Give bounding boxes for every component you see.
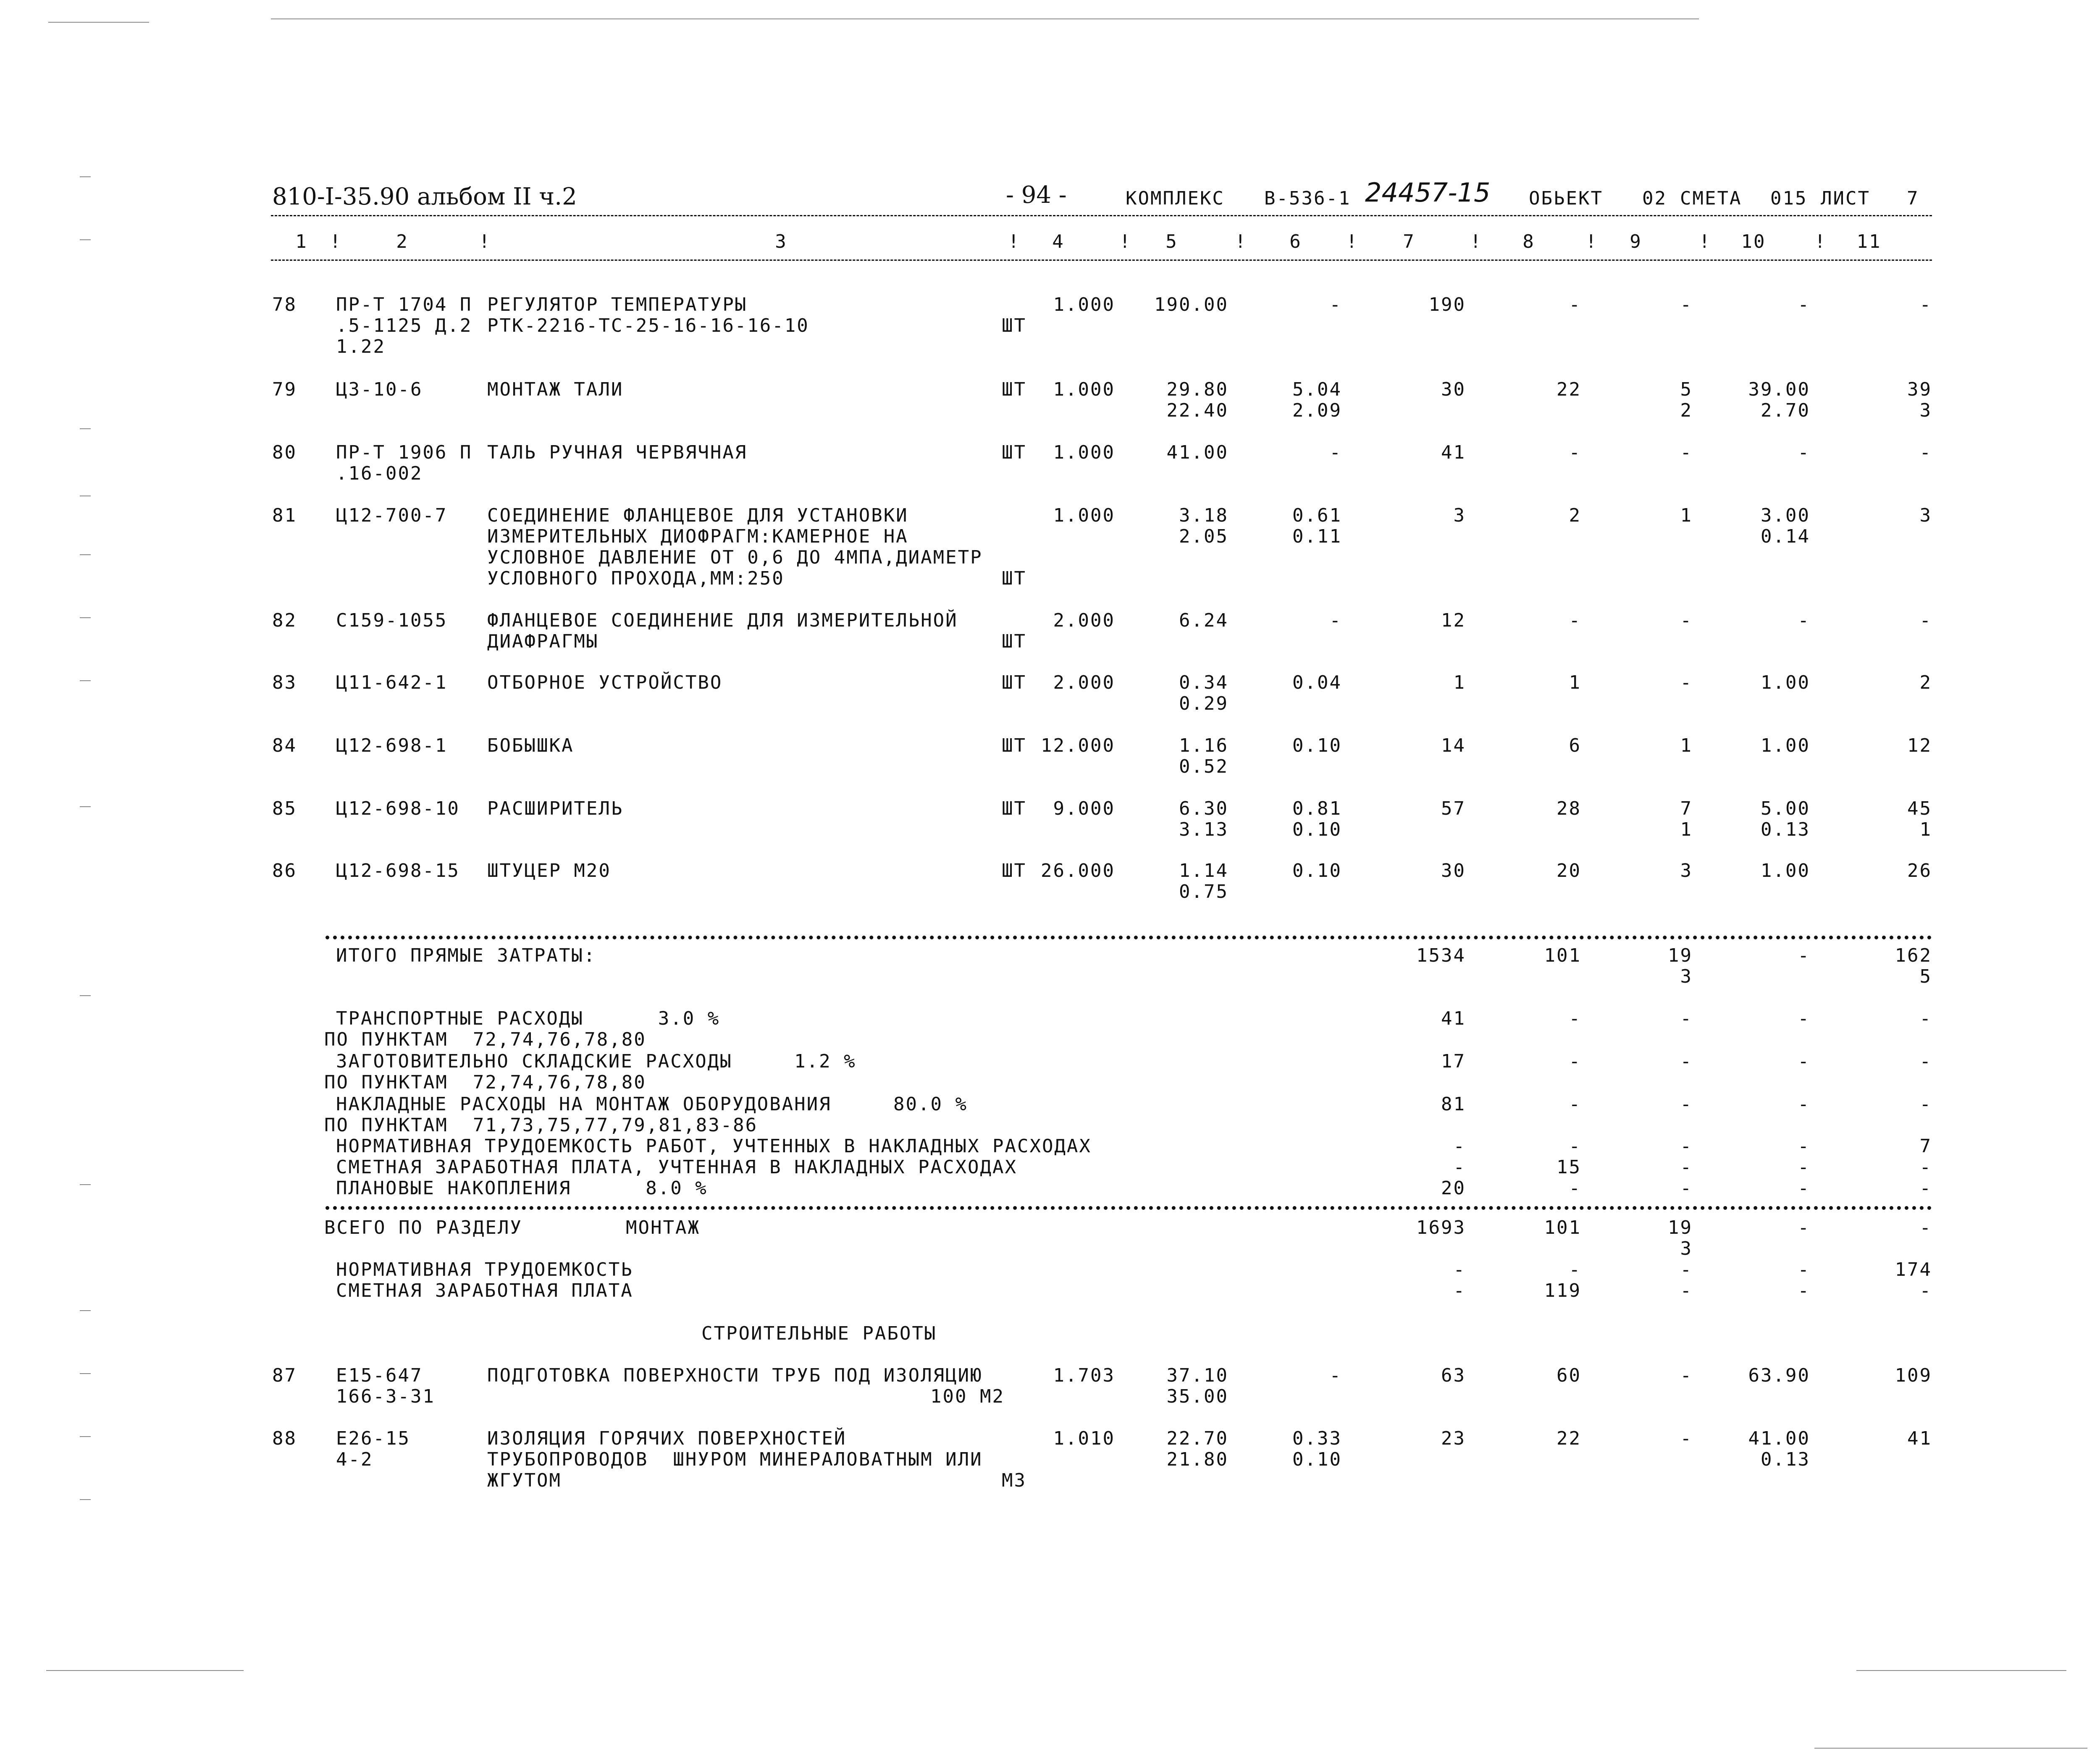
- row-col-5: 29.80: [1166, 379, 1228, 400]
- itogo-col-11: 5: [1919, 966, 1932, 987]
- row-col-9: -: [1680, 1428, 1693, 1449]
- row-col-9: 3: [1680, 860, 1693, 881]
- itogo-col-10: -: [1798, 945, 1810, 966]
- vsego-col-7: 1693: [1416, 1217, 1466, 1238]
- row-col-11: -: [1919, 294, 1932, 315]
- row-col-9: -: [1680, 1365, 1693, 1386]
- row-col-6: 2.09: [1292, 400, 1342, 421]
- row-code: 166-3-31: [336, 1386, 435, 1407]
- row-col-5: 6.30: [1179, 798, 1228, 819]
- row-col-10: 5.00: [1761, 798, 1810, 819]
- row-col-8: -: [1569, 610, 1581, 631]
- zarplata-col-11: -: [1919, 1280, 1932, 1301]
- row-col-6: 0.81: [1292, 798, 1342, 819]
- page-number: - 94 -: [1006, 181, 1067, 209]
- overhead-col-10: -: [1798, 1051, 1810, 1072]
- row-description: УСЛОВНОГО ПРОХОДА,ММ:250: [487, 568, 785, 589]
- row-col-6: -: [1329, 442, 1342, 463]
- overhead-line: ЗАГОТОВИТЕЛЬНО СКЛАДСКИЕ РАСХОДЫ 1.2 %: [336, 1051, 856, 1072]
- overhead-col-8: -: [1569, 1051, 1581, 1072]
- row-col-7: 63: [1441, 1365, 1466, 1386]
- row-quantity: 26.000: [1041, 860, 1115, 881]
- row-col-9: 2: [1680, 400, 1693, 421]
- row-col-7: 30: [1441, 379, 1466, 400]
- vsego-col-10: -: [1798, 1217, 1810, 1238]
- itogo-col-7: 1534: [1416, 945, 1466, 966]
- row-col-8: 1: [1569, 672, 1581, 693]
- overhead-line: НОРМАТИВНАЯ ТРУДОЕМКОСТЬ РАБОТ, УЧТЕННЫХ В НАКЛАДНЫХ РАСХОДАХ: [336, 1135, 1092, 1157]
- row-unit: ШТ: [1002, 798, 1026, 819]
- row-col-6: 0.10: [1292, 819, 1342, 840]
- row-description: ОТБОРНОЕ УСТРОЙСТВО: [487, 672, 723, 693]
- overhead-col-7: 17: [1441, 1051, 1466, 1072]
- row-unit: ШТ: [1002, 672, 1026, 693]
- itogo-label: ИТОГО ПРЯМЫЕ ЗАТРАТЫ:: [336, 945, 596, 966]
- row-col-10: 63.90: [1748, 1365, 1810, 1386]
- row-code: Ц12-698-1: [336, 735, 448, 756]
- row-col-11: 26: [1907, 860, 1932, 881]
- row-col-7: 12: [1441, 610, 1466, 631]
- row-unit: ШТ: [1002, 860, 1026, 881]
- row-col-5: 3.18: [1179, 505, 1228, 526]
- row-col-8: -: [1569, 442, 1581, 463]
- overhead-col-9: -: [1680, 1008, 1693, 1029]
- row-col-7: 1: [1453, 672, 1466, 693]
- row-description: ФЛАНЦЕВОЕ СОЕДИНЕНИЕ ДЛЯ ИЗМЕРИТЕЛЬНОЙ: [487, 610, 958, 631]
- zarplata-col-7: -: [1453, 1280, 1466, 1301]
- row-code: Е15-647: [336, 1365, 423, 1386]
- row-col-6: -: [1329, 294, 1342, 315]
- row-col-9: 7: [1680, 798, 1693, 819]
- bottom-rule-right: [1856, 1670, 2066, 1671]
- row-col-5: 41.00: [1166, 442, 1228, 463]
- column-header-6: 6: [1289, 231, 1302, 252]
- itogo-col-9: 19: [1668, 945, 1693, 966]
- row-col-10: 1.00: [1761, 735, 1810, 756]
- row-number: 85: [272, 798, 297, 819]
- column-header-9: 9: [1630, 231, 1642, 252]
- row-description: БОБЫШКА: [487, 735, 574, 756]
- row-code: .5-1125 Д.2: [336, 315, 472, 336]
- overhead-col-11: -: [1919, 1094, 1932, 1115]
- row-col-5: 22.40: [1166, 400, 1228, 421]
- album-title: 810-I-35.90 альбом II ч.2: [272, 183, 577, 210]
- row-number: 82: [272, 610, 297, 631]
- row-col-6: -: [1329, 610, 1342, 631]
- dotted-separator: [326, 936, 1932, 939]
- row-code: ЦЗ-10-6: [336, 379, 423, 400]
- row-description: ЖГУТОМ: [487, 1470, 562, 1491]
- margin-tick: [80, 1499, 91, 1500]
- row-col-8: 22: [1557, 379, 1581, 400]
- row-col-7: 23: [1441, 1428, 1466, 1449]
- row-col-5: 0.52: [1179, 756, 1228, 777]
- vsego-col-8: 101: [1544, 1217, 1581, 1238]
- row-code: Ц12-698-10: [336, 798, 460, 819]
- row-number: 86: [272, 860, 297, 881]
- row-col-7: 3: [1453, 505, 1466, 526]
- row-quantity: 1.000: [1053, 505, 1115, 526]
- margin-tick: [80, 995, 91, 996]
- zarplata-col-9: -: [1680, 1280, 1693, 1301]
- column-header-10: 10: [1741, 231, 1766, 252]
- column-header-1: 1: [295, 231, 308, 252]
- row-col-11: 1: [1919, 819, 1932, 840]
- row-col-6: 0.10: [1292, 735, 1342, 756]
- row-description: РТК-2216-ТС-25-16-16-16-10: [487, 315, 809, 336]
- column-separator: !: [1699, 231, 1712, 252]
- overhead-col-10: -: [1798, 1094, 1810, 1115]
- row-unit: М3: [1002, 1470, 1026, 1491]
- norm-label: НОРМАТИВНАЯ ТРУДОЕМКОСТЬ: [336, 1259, 633, 1280]
- overhead-col-11: -: [1919, 1008, 1932, 1029]
- margin-tick: [80, 1184, 91, 1185]
- row-col-9: 1: [1680, 819, 1693, 840]
- overhead-line: НАКЛАДНЫЕ РАСХОДЫ НА МОНТАЖ ОБОРУДОВАНИЯ 80.0 %: [336, 1094, 968, 1115]
- column-separator: !: [1814, 231, 1827, 252]
- overhead-col-8: -: [1569, 1094, 1581, 1115]
- row-number: 81: [272, 505, 297, 526]
- row-col-10: -: [1798, 294, 1810, 315]
- row-col-6: -: [1329, 1365, 1342, 1386]
- smeta-label: СМЕТА: [1680, 188, 1742, 209]
- row-col-11: -: [1919, 610, 1932, 631]
- overhead-col-9: -: [1680, 1051, 1693, 1072]
- bottom-rule-left: [46, 1670, 244, 1671]
- overhead-line: ПО ПУНКТАМ 71,73,75,77,79,81,83-86: [324, 1115, 758, 1136]
- row-col-5: 22.70: [1166, 1428, 1228, 1449]
- row-quantity: 12.000: [1041, 735, 1115, 756]
- row-description: УСЛОВНОЕ ДАВЛЕНИЕ ОТ 0,6 ДО 4МПА,ДИАМЕТР: [487, 547, 983, 568]
- column-header-4: 4: [1052, 231, 1065, 252]
- row-col-10: 3.00: [1761, 505, 1810, 526]
- margin-tick: [80, 176, 91, 177]
- row-col-11: 2: [1919, 672, 1932, 693]
- row-quantity: 9.000: [1053, 798, 1115, 819]
- row-col-10: -: [1798, 442, 1810, 463]
- row-col-8: 60: [1557, 1365, 1581, 1386]
- row-description: СОЕДИНЕНИЕ ФЛАНЦЕВОЕ ДЛЯ УСТАНОВКИ: [487, 505, 908, 526]
- row-code: ПР-Т 1906 П: [336, 442, 472, 463]
- column-separator: !: [330, 231, 342, 252]
- row-col-7: 30: [1441, 860, 1466, 881]
- overhead-col-9: -: [1680, 1094, 1693, 1115]
- row-col-5: 1.14: [1179, 860, 1228, 881]
- row-col-10: 41.00: [1748, 1428, 1810, 1449]
- object-number: 02: [1642, 188, 1667, 209]
- overhead-col-11: -: [1919, 1156, 1932, 1178]
- row-col-7: 57: [1441, 798, 1466, 819]
- row-quantity: 1.000: [1053, 379, 1115, 400]
- column-header-11: 11: [1856, 231, 1882, 252]
- row-col-5: 0.75: [1179, 881, 1228, 902]
- row-col-11: -: [1919, 442, 1932, 463]
- row-unit: 100 М2: [930, 1386, 1005, 1407]
- margin-tick: [80, 1310, 91, 1311]
- row-number: 83: [272, 672, 297, 693]
- section-title: СТРОИТЕЛЬНЫЕ РАБОТЫ: [701, 1323, 937, 1344]
- row-unit: ШТ: [1002, 568, 1026, 589]
- handwritten-number: 24457-15: [1365, 177, 1491, 208]
- overhead-col-9: -: [1680, 1135, 1693, 1157]
- row-col-5: 2.05: [1179, 526, 1228, 547]
- dotted-separator: [326, 1206, 1932, 1210]
- row-code: ПР-Т 1704 П: [336, 294, 472, 315]
- row-col-10: 0.14: [1761, 526, 1810, 547]
- row-code: Ц12-700-7: [336, 505, 448, 526]
- row-col-11: 41: [1907, 1428, 1932, 1449]
- overhead-line: ПЛАНОВЫЕ НАКОПЛЕНИЯ 8.0 %: [336, 1177, 708, 1199]
- norm-col-11: 174: [1895, 1259, 1932, 1280]
- overhead-col-7: -: [1453, 1135, 1466, 1157]
- overhead-col-8: -: [1569, 1135, 1581, 1157]
- row-col-11: 3: [1919, 400, 1932, 421]
- row-description: МОНТАЖ ТАЛИ: [487, 379, 624, 400]
- row-col-6: 0.11: [1292, 526, 1342, 547]
- column-separator: !: [1470, 231, 1483, 252]
- margin-tick: [80, 806, 91, 807]
- zarplata-col-8: 119: [1544, 1280, 1581, 1301]
- row-col-9: 1: [1680, 735, 1693, 756]
- overhead-col-10: -: [1798, 1008, 1810, 1029]
- norm-col-7: -: [1453, 1259, 1466, 1280]
- row-quantity: 1.000: [1053, 442, 1115, 463]
- margin-tick: [80, 428, 91, 429]
- row-code: Ц11-642-1: [336, 672, 448, 693]
- row-col-8: 22: [1557, 1428, 1581, 1449]
- margin-tick: [80, 1373, 91, 1374]
- row-description: РЕГУЛЯТОР ТЕМПЕРАТУРЫ: [487, 294, 748, 315]
- row-description: ДИАФРАГМЫ: [487, 631, 599, 652]
- row-col-6: 0.61: [1292, 505, 1342, 526]
- column-header-3: 3: [775, 231, 788, 252]
- column-separator: !: [1346, 231, 1359, 252]
- overhead-col-7: 41: [1441, 1008, 1466, 1029]
- zarplata-label: СМЕТНАЯ ЗАРАБОТНАЯ ПЛАТА: [336, 1280, 633, 1301]
- norm-col-8: -: [1569, 1259, 1581, 1280]
- column-header-8: 8: [1522, 231, 1535, 252]
- row-col-5: 21.80: [1166, 1449, 1228, 1470]
- bottom-rule-corner: [1814, 1748, 2087, 1749]
- row-col-5: 0.34: [1179, 672, 1228, 693]
- overhead-line: СМЕТНАЯ ЗАРАБОТНАЯ ПЛАТА, УЧТЕННАЯ В НАКЛАДНЫХ РАСХОДАХ: [336, 1156, 1017, 1178]
- row-col-8: 28: [1557, 798, 1581, 819]
- overhead-col-10: -: [1798, 1156, 1810, 1178]
- list-label: ЛИСТ: [1821, 188, 1870, 209]
- overhead-col-9: -: [1680, 1177, 1693, 1199]
- row-code: Ц12-698-15: [336, 860, 460, 881]
- overhead-col-11: 7: [1919, 1135, 1932, 1157]
- list-number: 7: [1907, 188, 1919, 209]
- kompleks-label: КОМПЛЕКС: [1126, 188, 1225, 209]
- row-col-9: -: [1680, 610, 1693, 631]
- row-col-9: -: [1680, 442, 1693, 463]
- column-separator: !: [1586, 231, 1598, 252]
- vsego-col-11: -: [1919, 1217, 1932, 1238]
- margin-tick: [80, 1436, 91, 1437]
- row-col-9: 5: [1680, 379, 1693, 400]
- top-rule: [271, 18, 1699, 19]
- row-col-5: 6.24: [1179, 610, 1228, 631]
- header-rule-top: [271, 215, 1932, 216]
- row-code: .16-002: [336, 463, 423, 484]
- column-separator: !: [479, 231, 491, 252]
- overhead-col-10: -: [1798, 1135, 1810, 1157]
- row-number: 78: [272, 294, 297, 315]
- overhead-col-8: 15: [1557, 1156, 1581, 1178]
- row-col-10: 0.13: [1761, 819, 1810, 840]
- row-col-6: 5.04: [1292, 379, 1342, 400]
- row-unit: ШТ: [1002, 442, 1026, 463]
- row-col-6: 0.04: [1292, 672, 1342, 693]
- overhead-col-11: -: [1919, 1051, 1932, 1072]
- overhead-col-10: -: [1798, 1177, 1810, 1199]
- row-col-10: 1.00: [1761, 672, 1810, 693]
- overhead-line: ТРАНСПОРТНЫЕ РАСХОДЫ 3.0 %: [336, 1008, 720, 1029]
- corner-rule: [48, 22, 149, 23]
- row-col-11: 45: [1907, 798, 1932, 819]
- row-description: ШТУЦЕР М20: [487, 860, 611, 881]
- row-col-11: 109: [1895, 1365, 1932, 1386]
- row-number: 80: [272, 442, 297, 463]
- row-description: ИЗОЛЯЦИЯ ГОРЯЧИХ ПОВЕРХНОСТЕЙ: [487, 1428, 847, 1449]
- row-col-10: 0.13: [1761, 1449, 1810, 1470]
- row-code: 4-2: [336, 1449, 373, 1470]
- zarplata-col-10: -: [1798, 1280, 1810, 1301]
- row-code: С159-1055: [336, 610, 448, 631]
- row-col-11: 12: [1907, 735, 1932, 756]
- row-col-8: 2: [1569, 505, 1581, 526]
- overhead-col-7: -: [1453, 1156, 1466, 1178]
- itogo-col-9: 3: [1680, 966, 1693, 987]
- norm-col-9: -: [1680, 1259, 1693, 1280]
- margin-tick: [80, 680, 91, 681]
- row-col-11: 3: [1919, 505, 1932, 526]
- row-col-10: -: [1798, 610, 1810, 631]
- column-separator: !: [1235, 231, 1247, 252]
- row-quantity: 1.010: [1053, 1428, 1115, 1449]
- row-col-10: 39.00: [1748, 379, 1810, 400]
- row-col-8: 6: [1569, 735, 1581, 756]
- row-number: 84: [272, 735, 297, 756]
- row-unit: ШТ: [1002, 631, 1026, 652]
- row-quantity: 2.000: [1053, 610, 1115, 631]
- row-quantity: 1.000: [1053, 294, 1115, 315]
- row-unit: ШТ: [1002, 379, 1026, 400]
- row-col-6: 0.10: [1292, 1449, 1342, 1470]
- row-col-5: 37.10: [1166, 1365, 1228, 1386]
- itogo-col-8: 101: [1544, 945, 1581, 966]
- overhead-col-11: -: [1919, 1177, 1932, 1199]
- row-col-9: -: [1680, 294, 1693, 315]
- vsego-col-9: 3: [1680, 1238, 1693, 1259]
- row-code: 1.22: [336, 336, 386, 357]
- row-col-10: 2.70: [1761, 400, 1810, 421]
- column-separator: !: [1008, 231, 1021, 252]
- row-col-7: 14: [1441, 735, 1466, 756]
- vsego-col-9: 19: [1668, 1217, 1693, 1238]
- row-quantity: 2.000: [1053, 672, 1115, 693]
- vsego-section: МОНТАЖ: [626, 1217, 700, 1238]
- row-description: ТРУБОПРОВОДОВ ШНУРОМ МИНЕРАЛОВАТНЫМ ИЛИ: [487, 1449, 983, 1470]
- column-header-2: 2: [396, 231, 409, 252]
- row-col-9: 1: [1680, 505, 1693, 526]
- row-description: ПОДГОТОВКА ПОВЕРХНОСТИ ТРУБ ПОД ИЗОЛЯЦИЮ: [487, 1365, 983, 1386]
- row-unit: ШТ: [1002, 315, 1026, 336]
- row-number: 87: [272, 1365, 297, 1386]
- row-col-10: 1.00: [1761, 860, 1810, 881]
- row-quantity: 1.703: [1053, 1365, 1115, 1386]
- row-col-5: 0.29: [1179, 693, 1228, 714]
- column-header-5: 5: [1166, 231, 1178, 252]
- row-number: 88: [272, 1428, 297, 1449]
- itogo-col-11: 162: [1895, 945, 1932, 966]
- row-col-6: 0.33: [1292, 1428, 1342, 1449]
- column-separator: !: [1119, 231, 1132, 252]
- row-description: РАСШИРИТЕЛЬ: [487, 798, 624, 819]
- overhead-col-7: 20: [1441, 1177, 1466, 1199]
- margin-tick: [80, 617, 91, 618]
- margin-tick: [80, 554, 91, 555]
- row-col-7: 190: [1428, 294, 1466, 315]
- row-col-5: 190.00: [1154, 294, 1228, 315]
- row-col-9: -: [1680, 672, 1693, 693]
- object-label: ОБЬЕКТ: [1529, 188, 1603, 209]
- row-col-8: 20: [1557, 860, 1581, 881]
- margin-tick: [80, 239, 91, 240]
- row-description: ТАЛЬ РУЧНАЯ ЧЕРВЯЧНАЯ: [487, 442, 748, 463]
- overhead-col-7: 81: [1441, 1094, 1466, 1115]
- row-col-11: 39: [1907, 379, 1932, 400]
- overhead-col-8: -: [1569, 1008, 1581, 1029]
- row-col-8: -: [1569, 294, 1581, 315]
- smeta-number: 015: [1770, 188, 1808, 209]
- row-number: 79: [272, 379, 297, 400]
- row-col-5: 35.00: [1166, 1386, 1228, 1407]
- vsego-label: ВСЕГО ПО РАЗДЕЛУ: [324, 1217, 522, 1238]
- column-header-7: 7: [1403, 231, 1415, 252]
- overhead-line: ПО ПУНКТАМ 72,74,76,78,80: [324, 1029, 646, 1050]
- overhead-col-9: -: [1680, 1156, 1693, 1178]
- overhead-col-8: -: [1569, 1177, 1581, 1199]
- row-col-7: 41: [1441, 442, 1466, 463]
- overhead-line: ПО ПУНКТАМ 72,74,76,78,80: [324, 1072, 646, 1093]
- row-col-6: 0.10: [1292, 860, 1342, 881]
- row-description: ИЗМЕРИТЕЛЬНЫХ ДИОФРАГМ:КАМЕРНОЕ НА: [487, 526, 908, 547]
- norm-col-10: -: [1798, 1259, 1810, 1280]
- row-col-5: 1.16: [1179, 735, 1228, 756]
- kompleks-code: В-536-1: [1264, 188, 1351, 209]
- row-unit: ШТ: [1002, 735, 1026, 756]
- header-rule-bottom: [271, 260, 1932, 261]
- row-code: Е26-15: [336, 1428, 410, 1449]
- row-col-5: 3.13: [1179, 819, 1228, 840]
